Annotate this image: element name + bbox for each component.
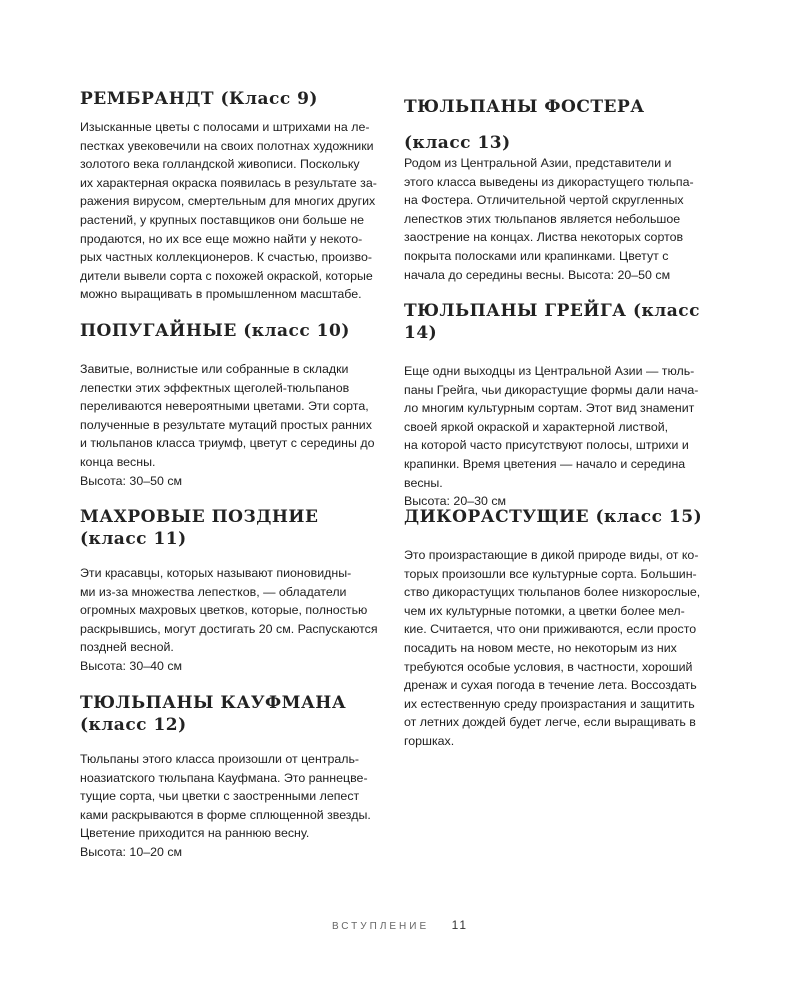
section-body: [80, 360, 390, 490]
body-line: рых частных коллекционеров. К счастью, произво-: [80, 250, 373, 265]
heading-line: (класс 11): [80, 529, 187, 549]
body-line: от летних дождей будет легче, если выращивать в: [404, 715, 696, 730]
page-footer: [0, 916, 800, 934]
section-heading: [404, 300, 722, 344]
body-line: пестках увековечили на своих полотнах художники: [80, 138, 374, 153]
section-wild: [404, 506, 722, 751]
heading-line: ТЮЛЬПАНЫ КАУФМАНА: [80, 693, 347, 713]
body-line: паны Грейга, чьи дикорастущие формы дали нача-: [404, 382, 699, 397]
body-line: тущие сорта, чьи цветки с заостренными лепест: [80, 789, 360, 804]
body-line: раскрывшись, могут достигать 20 см. Распускаются: [80, 621, 378, 636]
body-line: полученные в результате мутаций простых ранних: [80, 417, 372, 432]
body-line: дители вывели сорта с похожей окраской, которые: [80, 268, 373, 283]
body-line: ми из-за множества лепестков, — обладатели: [80, 584, 347, 599]
body-line: их естественную среду произрастания и защитить: [404, 696, 695, 711]
page-number: 11: [451, 918, 469, 932]
section-heading: [80, 506, 390, 550]
heading-line: ДИКОРАСТУЩИЕ (класс 15): [404, 507, 703, 527]
body-line: Высота: 10–20 см: [80, 844, 183, 859]
running-footer-label: ВСТУПЛЕНИЕ: [331, 921, 430, 932]
section-double-late: [80, 506, 390, 676]
body-line: Еще одни выходцы из Центральной Азии — тюль-: [404, 364, 695, 378]
section-body: [404, 154, 722, 284]
section-body: [404, 362, 722, 511]
body-line: заострение на концах. Листва некоторых сортов: [404, 230, 684, 245]
heading-line: ПОПУГАЙНЫЕ (класс 10): [80, 321, 350, 341]
body-line: можно выращивать в промышленном масштабе.: [80, 287, 362, 302]
body-line: ноазиатского тюльпана Кауфмана. Это раннецве-: [80, 770, 368, 785]
body-line: требуются особые условия, в частности, хороший: [404, 659, 693, 674]
heading-line: (класс 12): [80, 715, 187, 735]
body-line: Родом из Центральной Азии, представители и: [404, 156, 672, 170]
body-line: Цветение приходится на раннюю весну.: [80, 826, 310, 841]
heading-line: РЕМБРАНДТ (Класс 9): [80, 89, 318, 109]
body-line: огромных махровых цветков, которые, полностью: [80, 603, 368, 618]
heading-line: ТЮЛЬПАНЫ ФОСТЕРА: [404, 97, 645, 117]
body-line: горшках.: [404, 733, 455, 748]
section-heading: [80, 692, 390, 736]
body-line: этого класса выведены из дикорастущего тюльпа-: [404, 174, 694, 189]
body-line: начала до середины весны. Высота: 20–50 см: [404, 267, 671, 282]
section-heading: [80, 320, 390, 342]
body-line: на которой часто присутствуют полосы, штрихи и: [404, 438, 689, 453]
heading-line: ТЮЛЬПАНЫ ГРЕЙГА (класс 14): [404, 301, 700, 343]
body-line: поздней весной.: [80, 640, 174, 655]
body-line: чем их культурные потомки, а цветки более мел-: [404, 603, 685, 618]
body-line: на Фостера. Отличительной чертой скругленных: [404, 193, 684, 208]
body-line: продаются, но их все еще можно найти у некото-: [80, 231, 363, 246]
body-line: дренаж и сухая погода в течение лета. Воссоздать: [404, 678, 697, 693]
section-heading: [404, 506, 722, 528]
body-line: ражения вирусом, смертельным для многих других: [80, 194, 376, 209]
section-parrot: [80, 320, 390, 490]
body-line: конца весны.: [80, 454, 156, 469]
body-line: Высота: 20–30 см: [404, 494, 507, 509]
body-line: Тюльпаны этого класса произошли от централь-: [80, 752, 360, 766]
body-line: лепестки этих эффектных щеголей-тюльпанов: [80, 380, 350, 395]
section-heading: [80, 88, 390, 110]
section-rembrandt: [80, 88, 390, 304]
body-line: торых произошли все культурные сорта. Большин-: [404, 566, 697, 581]
body-line: кие. Считается, что они приживаются, если просто: [404, 622, 697, 637]
body-line: и тюльпанов класса триумф, цветут с середины до: [80, 436, 375, 451]
body-line: ло многим культурным сортам. Этот вид знаменит: [404, 401, 695, 416]
section-greig: [404, 300, 722, 511]
body-line: лепестков этих тюльпанов является небольшое: [404, 211, 681, 226]
body-line: Высота: 30–40 см: [80, 658, 183, 673]
body-line: Высота: 30–50 см: [80, 473, 183, 488]
body-line: своей яркой окраской и характерной листвой,: [404, 419, 669, 434]
body-line: переливаются невероятными цветами. Эти сорта,: [80, 399, 369, 414]
body-line: ство дикорастущих тюльпанов более низкорослые,: [404, 585, 701, 600]
section-body: [80, 750, 390, 862]
body-line: Эти красавцы, которых называют пионовидны-: [80, 566, 352, 580]
body-line: Изысканные цветы с полосами и штрихами на ле-: [80, 120, 370, 134]
heading-line: (класс 13): [404, 133, 511, 153]
body-line: покрыта полосками или крапинками. Цветут с: [404, 248, 669, 263]
section-kaufmann: [80, 692, 390, 862]
heading-line: МАХРОВЫЕ ПОЗДНИЕ: [80, 507, 319, 527]
section-body: [404, 546, 722, 751]
body-line: Это произрастающие в дикой природе виды, от ко-: [404, 548, 699, 562]
body-line: их характерная окраска появилась в результате за-: [80, 175, 377, 190]
body-line: весны.: [404, 475, 443, 490]
section-body: [80, 564, 390, 676]
body-line: ками раскрываются в форме сплющенной звезды.: [80, 807, 371, 822]
body-line: растений, у крупных поставщиков они больше не: [80, 212, 364, 227]
body-line: крапинки. Время цветения — начало и середина: [404, 456, 686, 471]
section-foster: [404, 96, 722, 284]
section-heading: [404, 96, 722, 154]
section-body: [80, 118, 390, 304]
body-line: посадить на новом месте, но некоторым из них: [404, 640, 677, 655]
body-line: Завитые, волнистые или собранные в складки: [80, 362, 349, 376]
body-line: золотого века голландской живописи. Поскольку: [80, 157, 360, 172]
